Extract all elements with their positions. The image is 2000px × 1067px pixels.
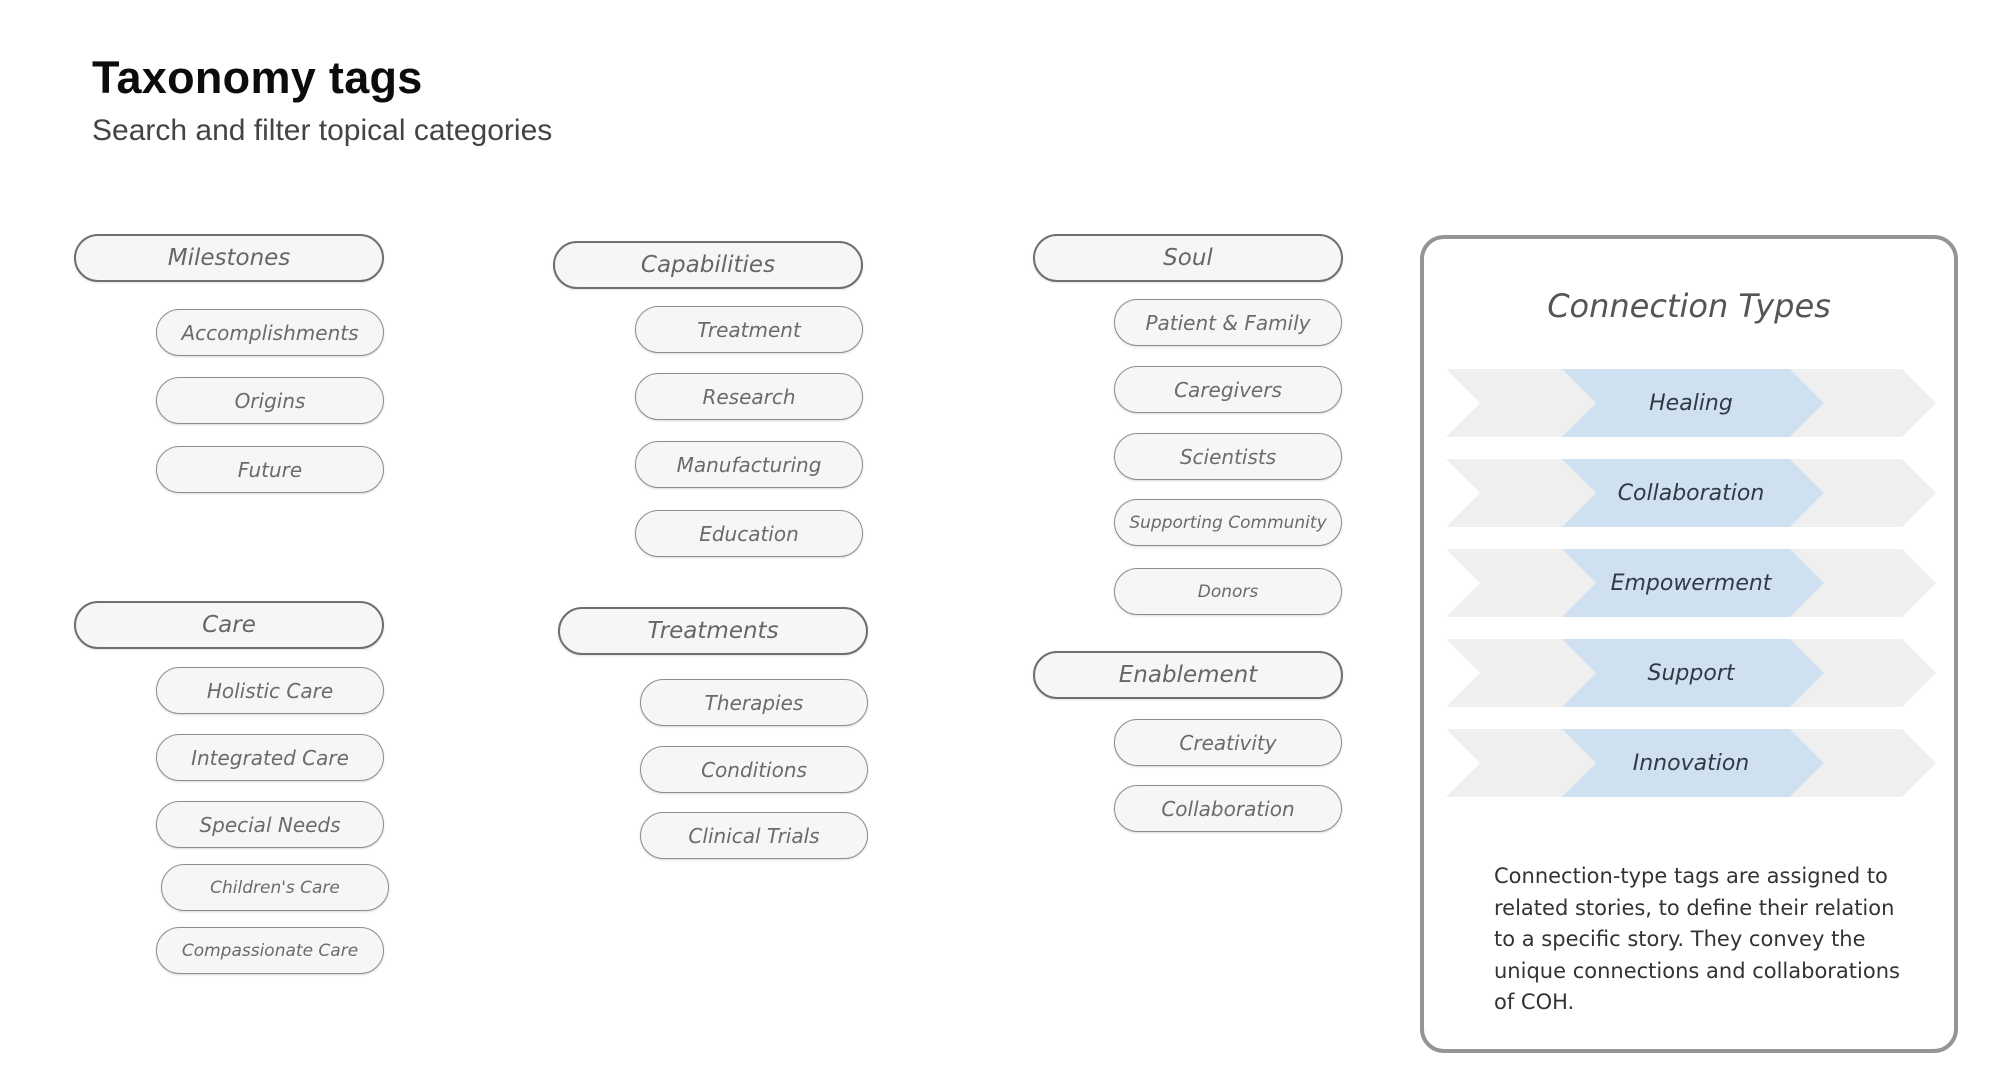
connection-type-innovation[interactable] bbox=[1446, 729, 1936, 797]
tag-therapies[interactable]: Therapies bbox=[640, 679, 868, 726]
tag-clinical-trials[interactable]: Clinical Trials bbox=[640, 812, 868, 859]
connection-types-panel bbox=[1420, 235, 1958, 1053]
connection-type-support[interactable] bbox=[1446, 639, 1936, 707]
page-subtitle: Search and filter topical categories bbox=[92, 114, 553, 147]
tag-conditions[interactable]: Conditions bbox=[640, 746, 868, 793]
tag-origins[interactable]: Origins bbox=[156, 377, 384, 424]
tag-future[interactable]: Future bbox=[156, 446, 384, 493]
tag-holistic-care[interactable]: Holistic Care bbox=[156, 667, 384, 714]
page-title: Taxonomy tags bbox=[92, 52, 423, 103]
connection-type-empowerment[interactable] bbox=[1446, 549, 1936, 617]
tag-compassionate-care[interactable]: Compassionate Care bbox=[156, 927, 384, 974]
connection-type-label: Empowerment bbox=[1610, 570, 1772, 596]
tag-accomplishments[interactable]: Accomplishments bbox=[156, 309, 384, 356]
connection-type-label: Collaboration bbox=[1617, 480, 1765, 506]
tag-research[interactable]: Research bbox=[635, 373, 863, 420]
connection-type-healing[interactable] bbox=[1446, 369, 1936, 437]
connection-type-label: Support bbox=[1647, 660, 1735, 686]
category-enablement[interactable]: Enablement bbox=[1033, 651, 1343, 699]
category-care[interactable]: Care bbox=[74, 601, 384, 649]
tag-caregivers[interactable]: Caregivers bbox=[1114, 366, 1342, 413]
tag-patient-family[interactable]: Patient & Family bbox=[1114, 299, 1342, 346]
tag-integrated-care[interactable]: Integrated Care bbox=[156, 734, 384, 781]
tag-special-needs[interactable]: Special Needs bbox=[156, 801, 384, 848]
tag-donors[interactable]: Donors bbox=[1114, 568, 1342, 615]
tag-manufacturing[interactable]: Manufacturing bbox=[635, 441, 863, 488]
category-milestones[interactable]: Milestones bbox=[74, 234, 384, 282]
connection-type-label: Innovation bbox=[1632, 750, 1750, 776]
tag-education[interactable]: Education bbox=[635, 510, 863, 557]
tag-supporting-community[interactable]: Supporting Community bbox=[1114, 499, 1342, 546]
panel-title: Connection Types bbox=[1547, 287, 1831, 325]
tag-collaboration[interactable]: Collaboration bbox=[1114, 785, 1342, 832]
panel-description: Connection-type tags are assigned to related stories, to define their relation to a specific story. They convey the unique connections and collaborations of COH. bbox=[1494, 864, 1900, 1014]
tag-childrens-care[interactable]: Children's Care bbox=[161, 864, 389, 911]
category-capabilities[interactable]: Capabilities bbox=[553, 241, 863, 289]
connection-type-label: Healing bbox=[1649, 390, 1733, 416]
tag-scientists[interactable]: Scientists bbox=[1114, 433, 1342, 480]
category-treatments[interactable]: Treatments bbox=[558, 607, 868, 655]
tag-treatment[interactable]: Treatment bbox=[635, 306, 863, 353]
category-soul[interactable]: Soul bbox=[1033, 234, 1343, 282]
tag-creativity[interactable]: Creativity bbox=[1114, 719, 1342, 766]
connection-type-collaboration[interactable] bbox=[1446, 459, 1936, 527]
